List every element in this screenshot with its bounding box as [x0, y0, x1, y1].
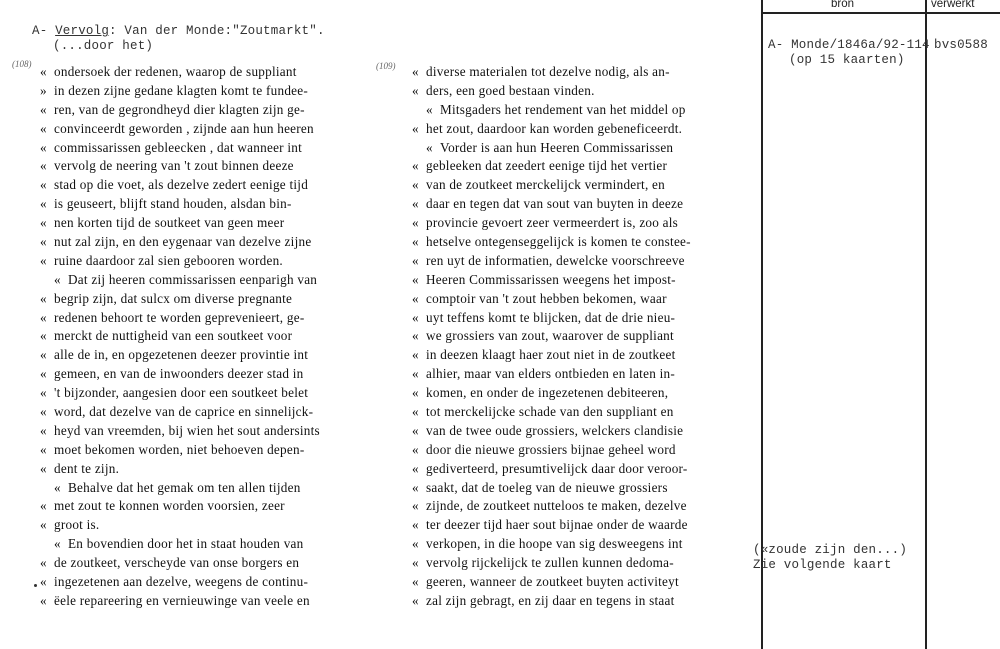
quote-mark: «	[412, 366, 419, 382]
text-line	[412, 101, 732, 120]
text-line	[412, 290, 732, 309]
line-text: komen, en onder de ingezetenen debiteeren,	[426, 385, 669, 401]
quote-mark: «	[426, 101, 433, 117]
line-text: gemeen, en van de inwoonders deezer stad in	[54, 366, 304, 382]
table-header-rule	[761, 12, 1000, 14]
line-text: ders, een goed bestaan vinden.	[426, 82, 595, 98]
text-line	[412, 82, 732, 101]
line-text: zijnde, de zoutkeet nutteloos te maken, dezelve	[426, 498, 687, 514]
line-text: Mitsgaders het rendement van het middel op	[440, 101, 686, 117]
text-line	[40, 120, 360, 139]
line-text: vervolg rijckelijck te zullen kunnen dedoma-	[426, 555, 674, 571]
quote-mark: «	[40, 592, 47, 608]
quote-mark: «	[412, 215, 419, 231]
text-line	[412, 139, 732, 158]
header-prefix: A-	[32, 24, 56, 38]
quote-mark: «	[40, 328, 47, 344]
stray-mark	[34, 584, 37, 587]
quote-mark: «	[54, 271, 61, 287]
line-text: saakt, dat de toeleg van de nieuwe grossiers	[426, 479, 668, 495]
line-text: hetselve ontegenseggelijck is komen te constee-	[426, 234, 691, 250]
quote-mark: «	[412, 592, 419, 608]
text-line	[40, 573, 360, 592]
quote-mark: «	[412, 177, 419, 193]
line-text: tot merckelijcke schade van den suppliant en	[426, 404, 674, 420]
text-line	[40, 233, 360, 252]
quote-mark: «	[40, 252, 47, 268]
source-reference	[768, 38, 930, 68]
line-text: Heeren Commissarissen weegens het impost-	[426, 271, 676, 287]
quote-mark: «	[426, 139, 433, 155]
text-line	[40, 592, 360, 611]
table-header-bron: bron	[831, 0, 855, 10]
line-text: 't bijzonder, aangesien door een soutkeet belet	[54, 385, 309, 401]
text-line	[40, 195, 360, 214]
line-text: commissarissen gebleecken , dat wanneer int	[54, 139, 303, 155]
quote-mark: «	[40, 460, 47, 476]
table-header-verwerkt: verwerkt	[931, 0, 975, 10]
line-text: ren, van de gegrondheyd dier klagten zijn ge-	[54, 101, 305, 117]
quote-mark: «	[40, 139, 47, 155]
text-line	[40, 176, 360, 195]
line-text: convinceerdt geworden , zijnde aan hun heeren	[54, 120, 314, 136]
text-line	[40, 384, 360, 403]
text-line	[40, 214, 360, 233]
quote-mark: «	[412, 347, 419, 363]
line-text: alle de in, en opgezetenen deezer provintie int	[54, 347, 309, 363]
text-line	[40, 252, 360, 271]
text-line	[412, 479, 732, 498]
quote-mark: «	[40, 385, 47, 401]
line-text: provincie gevoert zeer vermeerdert is, zoo als	[426, 215, 679, 231]
line-text: verkopen, in die hoope van sig desweegens int	[426, 536, 683, 552]
text-line	[412, 535, 732, 554]
line-text: ëele repareering en vernieuwinge van veele en	[54, 592, 310, 608]
text-line	[40, 309, 360, 328]
text-line	[40, 139, 360, 158]
line-text: het zout, daardoor kan worden gebeneficeerdt.	[426, 120, 683, 136]
header-label-vervolg: Vervolg	[55, 24, 110, 38]
quote-mark: «	[40, 177, 47, 193]
line-text: gebleeken dat zeedert eenige tijd het vertier	[426, 158, 668, 174]
line-text: merckt de nuttigheid van een soutkeet voor	[54, 328, 293, 344]
text-line	[40, 422, 360, 441]
text-line	[40, 346, 360, 365]
quote-mark: »	[40, 82, 47, 98]
quote-mark: «	[40, 422, 47, 438]
quote-mark: «	[40, 555, 47, 571]
text-line	[40, 516, 360, 535]
text-line	[412, 214, 732, 233]
text-line	[412, 120, 732, 139]
line-text: is geuseert, blijft stand houden, alsdan bin-	[54, 196, 292, 212]
text-line	[412, 441, 732, 460]
quote-mark: «	[40, 290, 47, 306]
line-text: ingezetenen aan dezelve, weegens de continu-	[54, 574, 309, 590]
text-line	[412, 497, 732, 516]
quote-mark: «	[40, 101, 47, 117]
line-text: nen korten tijd de soutkeet van geen meer	[54, 215, 285, 231]
line-text: ruine daardoor zal sien gebooren worden.	[54, 252, 283, 268]
header-title-line	[32, 24, 325, 39]
header-title: : Van der Monde:"Zoutmarkt".	[109, 24, 325, 38]
quote-mark: «	[412, 252, 419, 268]
quote-mark: «	[40, 158, 47, 174]
line-text: ter deezer tijd haer sout bijnae onder de waarde	[426, 517, 688, 533]
quote-mark: «	[412, 385, 419, 401]
quote-mark: «	[412, 82, 419, 98]
header-continuation: (...door het)	[53, 39, 154, 53]
text-line	[40, 460, 360, 479]
quote-mark: «	[412, 555, 419, 571]
quote-mark: «	[412, 328, 419, 344]
text-line	[40, 290, 360, 309]
text-line	[412, 346, 732, 365]
quote-mark: «	[40, 404, 47, 420]
text-line	[40, 157, 360, 176]
quote-mark: «	[412, 498, 419, 514]
text-line	[412, 403, 732, 422]
source-line-2: (op 15 kaarten)	[789, 53, 905, 67]
line-text: stad op die voet, als dezelve zedert eenige tijd	[54, 177, 309, 193]
text-line	[412, 516, 732, 535]
text-line	[40, 441, 360, 460]
line-text: dent te zijn.	[54, 460, 120, 476]
line-text: alhier, maar van elders ontbieden en laten in-	[426, 366, 675, 382]
text-line	[40, 365, 360, 384]
quote-mark: «	[412, 64, 419, 79]
text-line	[40, 535, 360, 554]
line-text: van de zoutkeet merckelijck vermindert, en	[426, 177, 665, 193]
quote-mark: «	[412, 517, 419, 533]
quote-mark: «	[40, 64, 47, 79]
text-column-left	[40, 63, 360, 611]
text-line	[412, 422, 732, 441]
margin-note-middle: (109)	[376, 61, 396, 71]
quote-mark: «	[412, 290, 419, 306]
text-line	[412, 365, 732, 384]
line-text: geeren, wanneer de zoutkeet buyten activiteyt	[426, 574, 679, 590]
text-line	[412, 195, 732, 214]
text-line	[40, 271, 360, 290]
text-line	[412, 63, 732, 82]
line-text: in dezen zijne gedane klagten komt te fundee-	[54, 82, 309, 98]
quote-mark: «	[40, 120, 47, 136]
line-text: gediverteerd, presumtivelijck daar door veroor-	[426, 460, 688, 476]
quote-mark: «	[412, 120, 419, 136]
text-line	[40, 101, 360, 120]
quote-mark: «	[412, 271, 419, 287]
source-line-1: A- Monde/1846a/92-114	[768, 38, 930, 52]
text-line	[40, 63, 360, 82]
text-line	[40, 327, 360, 346]
line-text: word, dat dezelve van de caprice en sinnelijck-	[54, 404, 314, 420]
line-text: ren uyt de informatien, dewelcke voorschreeve	[426, 252, 685, 268]
line-text: begrip zijn, dat sulcx om diverse pregnante	[54, 290, 293, 306]
line-text: Behalve dat het gemak om ten allen tijden	[68, 479, 301, 495]
text-column-right	[412, 63, 732, 611]
card-header	[32, 24, 325, 54]
line-text: heyd van vreemden, bij wien het sout andersints	[54, 422, 320, 438]
quote-mark: «	[40, 366, 47, 382]
quote-mark: «	[412, 158, 419, 174]
quote-mark: «	[412, 234, 419, 250]
source-table	[753, 0, 1000, 649]
quote-mark: «	[40, 441, 47, 457]
text-line	[412, 460, 732, 479]
quote-mark: «	[40, 517, 47, 533]
continuation-note-line-2: Zie volgende kaart	[753, 558, 892, 572]
quote-mark: «	[412, 422, 419, 438]
line-text: nut zal zijn, en den eygenaar van dezelve zijne	[54, 234, 312, 250]
line-text: zal zijn gebragt, en zij daar en tegens in staat	[426, 592, 675, 608]
text-line	[40, 554, 360, 573]
quote-mark: «	[412, 574, 419, 590]
line-text: in deezen klaagt haer zout niet in de zoutkeet	[426, 347, 676, 363]
quote-mark: «	[412, 196, 419, 212]
line-text: de zoutkeet, verscheyde van onse borgers en	[54, 555, 300, 571]
text-line	[40, 403, 360, 422]
quote-mark: «	[412, 441, 419, 457]
text-line	[412, 327, 732, 346]
line-text: met zout te konnen worden voorsien, zeer	[54, 498, 285, 514]
text-line	[412, 309, 732, 328]
line-text: ondersoek der redenen, waarop de suppliant	[54, 64, 297, 79]
line-text: comptoir van 't zout hebben bekomen, waar	[426, 290, 667, 306]
quote-mark: «	[54, 479, 61, 495]
quote-mark: «	[412, 460, 419, 476]
quote-mark: «	[40, 309, 47, 325]
line-text: daar en tegen dat van sout van buyten in deeze	[426, 196, 684, 212]
quote-mark: «	[40, 347, 47, 363]
line-text: Dat zij heeren commissarissen eenparigh van	[68, 271, 318, 287]
line-text: uyt teffens komt te blijcken, dat de drie nieu-	[426, 309, 676, 325]
quote-mark: «	[40, 234, 47, 250]
quote-mark: «	[412, 536, 419, 552]
line-text: redenen behoort te worden geprevenieert, ge-	[54, 309, 305, 325]
text-line	[412, 554, 732, 573]
quote-mark: «	[412, 404, 419, 420]
line-text: door die nieuwe grossiers bijnae geheel word	[426, 441, 676, 457]
text-line	[412, 384, 732, 403]
quote-mark: «	[412, 309, 419, 325]
text-line	[412, 157, 732, 176]
continuation-note-line-1: («zoude zijn den...)	[753, 543, 908, 557]
table-column-divider	[925, 0, 927, 649]
processed-code: bvs0588	[934, 38, 988, 52]
line-text: van de twee oude grossiers, welckers clandisie	[426, 422, 684, 438]
text-line	[412, 271, 732, 290]
quote-mark: «	[40, 498, 47, 514]
quote-mark: «	[54, 536, 61, 552]
line-text: moet bekomen worden, niet behoeven depen-	[54, 441, 305, 457]
text-line	[40, 497, 360, 516]
line-text: we grossiers van zout, waarover de suppliant	[426, 328, 674, 344]
text-line	[412, 233, 732, 252]
line-text: vervolg de neering van 't zout binnen deeze	[54, 158, 294, 174]
text-line	[412, 573, 732, 592]
line-text: Vorder is aan hun Heeren Commissarissen	[440, 139, 674, 155]
margin-note-left: (108)	[12, 59, 32, 69]
text-line	[40, 479, 360, 498]
text-line	[412, 592, 732, 611]
quote-mark: «	[40, 574, 47, 590]
quote-mark: «	[40, 215, 47, 231]
text-line	[40, 82, 360, 101]
line-text: En bovendien door het in staat houden van	[68, 536, 304, 552]
line-text: diverse materialen tot dezelve nodig, als an-	[426, 64, 670, 79]
quote-mark: «	[40, 196, 47, 212]
continuation-note	[753, 543, 907, 573]
text-line	[412, 252, 732, 271]
quote-mark: «	[412, 479, 419, 495]
text-line	[412, 176, 732, 195]
line-text: groot is.	[54, 517, 100, 533]
